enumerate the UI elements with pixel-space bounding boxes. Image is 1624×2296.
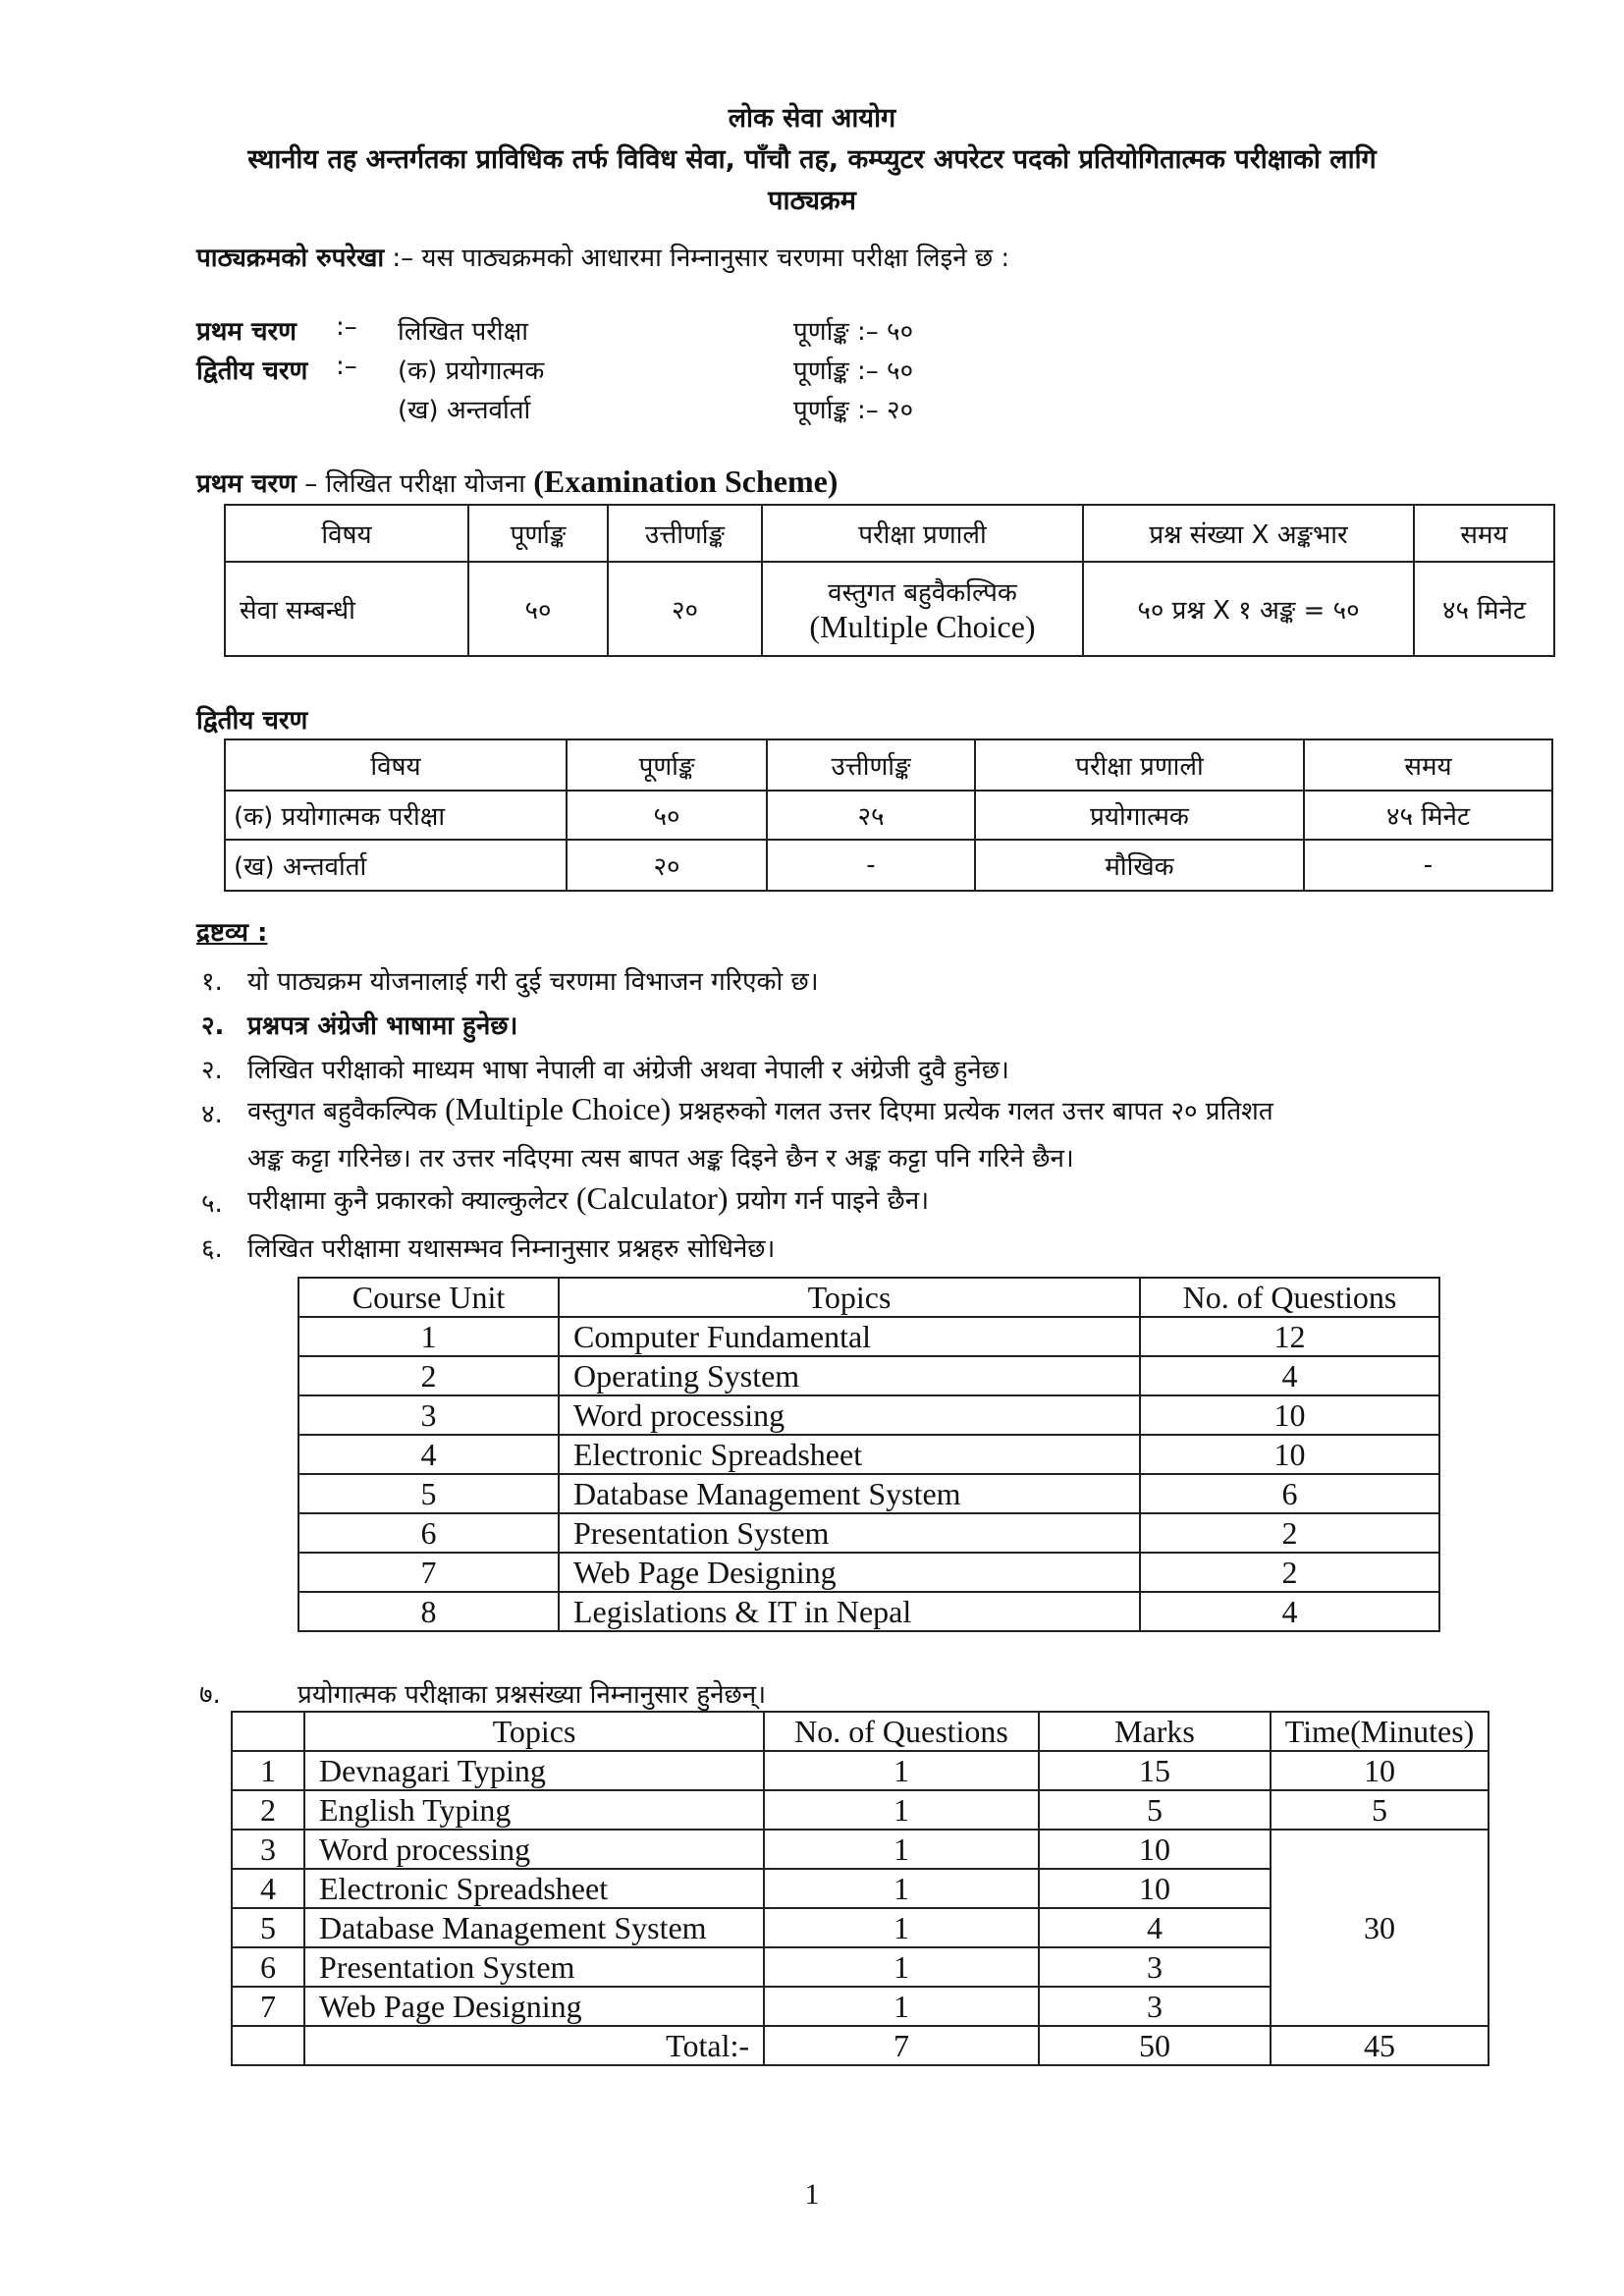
stage2-header-cell: पूर्णाङ्क [567,739,767,791]
topic-cell: Computer Fundamental [559,1317,1140,1356]
stage2-cell: २० [567,840,767,891]
table-row [298,1474,1439,1513]
outline-marks-3: पूर्णाङ्क :– २० [793,396,914,425]
topic-cell: Word processing [559,1395,1140,1435]
topic-cell: Database Management System [304,1908,764,1947]
marks-cell: 5 [1039,1790,1271,1830]
marks-cell: 3 [1039,1987,1271,2026]
topic-cell: Electronic Spreadsheet [304,1869,764,1908]
stage2-row [225,840,1552,891]
outline-item-3: (ख) अन्तर्वार्ता [398,396,531,425]
table-row [298,1317,1439,1356]
stage2-table [224,738,1553,892]
stage2-header-cell: उत्तीर्णाङ्क [767,739,975,791]
note-text-part: प्रश्नहरुको गलत उत्तर दिएमा प्रत्येक गलत उत्तर बापत २० प्रतिशत [671,1097,1273,1126]
topic-cell: Devnagari Typing [304,1751,764,1790]
sn-cell: 5 [232,1908,304,1947]
sn-cell: 3 [232,1830,304,1869]
practical-text: प्रयोगात्मक परीक्षाका प्रश्नसंख्या निम्नानुसार हुनेछन्। [298,1680,767,1710]
stage2-heading: द्वितीय चरण [196,706,308,736]
note-text [247,1180,929,1217]
outline-item-2: (क) प्रयोगात्मक [398,356,545,386]
sn-cell: 6 [232,1947,304,1987]
sn-cell: 4 [232,1869,304,1908]
questions-cell: 1 [764,1947,1039,1987]
questions-cell: 10 [1140,1435,1439,1474]
questions-cell: 1 [764,1790,1039,1830]
questions-cell: 1 [764,1869,1039,1908]
topic-cell: Operating System [559,1356,1140,1395]
outline-sep-1: :– [336,312,357,342]
total-row [232,2026,1489,2065]
practical-header-cell: No. of Questions [764,1712,1039,1751]
practical-header-row [232,1712,1489,1751]
total-label-cell: Total:- [304,2026,764,2065]
outline-line [196,239,1009,274]
stage2-cell: - [767,840,975,891]
outline-sep-2: :– [336,352,357,381]
stage1-heading-en: (Examination Scheme) [533,464,839,499]
stage2-header-cell: समय [1304,739,1552,791]
written-header-cell: No. of Questions [1140,1278,1439,1317]
unit-cell: 4 [298,1435,559,1474]
stage1-pass-marks: २० [608,562,762,656]
stage1-header-cell: पूर्णाङ्क [468,505,608,562]
questions-cell: 1 [764,1987,1039,2026]
topic-cell: Web Page Designing [559,1553,1140,1592]
note-text: लिखित परीक्षामा यथासम्भव निम्नानुसार प्रश्नहरु सोधिनेछ। [247,1234,776,1264]
stage2-cell: मौखिक [975,840,1304,891]
practical-header-cell: Marks [1039,1712,1271,1751]
note-text [247,1091,1273,1127]
practical-header-cell: Topics [304,1712,764,1751]
questions-cell: 12 [1140,1317,1439,1356]
questions-cell: 4 [1140,1592,1439,1631]
marks-cell: 3 [1039,1947,1271,1987]
table-row [298,1592,1439,1631]
marks-cell: 15 [1039,1751,1271,1790]
note-number: २. [201,1011,225,1041]
stage2-cell: ५० [567,791,767,840]
questions-cell: 1 [764,1751,1039,1790]
table-row [298,1435,1439,1474]
sn-cell: 2 [232,1790,304,1830]
table-row [232,1751,1489,1790]
topic-cell: Electronic Spreadsheet [559,1435,1140,1474]
note-text-en: (Multiple Choice) [445,1091,672,1126]
stage1-header-cell: समय [1414,505,1554,562]
stage1-system-np: वस्तुगत बहुवैकल्पिक [828,577,1017,608]
questions-cell: 2 [1140,1513,1439,1553]
outline-label: पाठ्यक्रमको रुपरेखा [196,244,385,273]
stage1-header-cell: परीक्षा प्रणाली [762,505,1083,562]
note-number: ५. [201,1189,223,1219]
stage2-header-cell: विषय [225,739,567,791]
practical-header-cell: Time(Minutes) [1271,1712,1489,1751]
questions-cell: 1 [764,1908,1039,1947]
questions-cell: 2 [1140,1553,1439,1592]
stage1-subject: सेवा सम्बन्धी [225,562,468,656]
stage1-system-en: (Multiple Choice) [809,608,1036,644]
questions-cell: 6 [1140,1474,1439,1513]
unit-cell: 1 [298,1317,559,1356]
table-row [298,1395,1439,1435]
table-row [232,1790,1489,1830]
questions-cell: 1 [764,1830,1039,1869]
written-header-cell: Topics [559,1278,1140,1317]
questions-cell: 4 [1140,1356,1439,1395]
note-text-continued: अङ्क कट्टा गरिनेछ। तर उत्तर नदिएमा त्यस बापत अङ्क दिइने छैन र अङ्क कट्टा पनि गरिने छैन। [247,1144,1074,1174]
marks-cell: 4 [1039,1908,1271,1947]
unit-cell: 7 [298,1553,559,1592]
stage1-heading-label: प्रथम चरण [196,469,297,499]
note-number: ४. [201,1100,223,1129]
note-number: २. [201,1056,223,1085]
table-row [298,1513,1439,1553]
stage1-questions: ५० प्रश्न X १ अङ्क = ५० [1083,562,1414,656]
stage1-header-row [225,505,1554,562]
table-row [298,1553,1439,1592]
sn-cell: 7 [232,1987,304,2026]
practical-number: ७. [199,1680,221,1710]
topic-cell: English Typing [304,1790,764,1830]
topic-cell: Database Management System [559,1474,1140,1513]
unit-cell: 3 [298,1395,559,1435]
note-text: लिखित परीक्षाको माध्यम भाषा नेपाली वा अंग्रेजी अथवा नेपाली र अंग्रेजी दुवै हुनेछ। [247,1056,1009,1085]
topic-cell: Presentation System [304,1947,764,1987]
document-title: लोक सेवा आयोग [728,103,896,134]
note-text: प्रश्नपत्र अंग्रेजी भाषामा हुनेछ। [247,1011,518,1041]
unit-cell: 5 [298,1474,559,1513]
outline-item-1: लिखित परीक्षा [398,317,528,347]
outline-marks-1: पूर्णाङ्क :– ५० [793,317,914,347]
table-row [232,1830,1489,1869]
note-text-en: (Calculator) [575,1180,729,1216]
stage2-header-row [225,739,1552,791]
stage2-cell: (क) प्रयोगात्मक परीक्षा [225,791,567,840]
stage2-cell: २५ [767,791,975,840]
topic-cell: Word processing [304,1830,764,1869]
stage1-heading [196,464,838,500]
document-subtitle: स्थानीय तह अन्तर्गतका प्राविधिक तर्फ विविध सेवा, पाँचौ तह, कम्प्युटर अपरेटर पदको प्रतियोगितात्मक परीक्षाको लागि [247,144,1377,175]
table-row [298,1356,1439,1395]
practical-table [231,1711,1489,2066]
time-cell: 10 [1271,1751,1489,1790]
stage2-row [225,791,1552,840]
marks-cell: 10 [1039,1830,1271,1869]
note-number: १. [201,967,223,997]
questions-cell: 10 [1140,1395,1439,1435]
written-header-cell: Course Unit [298,1278,559,1317]
practical-header-cell [232,1712,304,1751]
unit-cell: 8 [298,1592,559,1631]
topic-cell: Presentation System [559,1513,1140,1553]
stage1-data-row [225,562,1554,656]
topic-cell: Web Page Designing [304,1987,764,2026]
note-text: यो पाठ्यक्रम योजनालाई गरी दुई चरणमा विभाजन गरिएको छ। [247,967,819,997]
stage2-header-cell: परीक्षा प्रणाली [975,739,1304,791]
page-number: 1 [804,2178,820,2211]
topic-cell: Legislations & IT in Nepal [559,1592,1140,1631]
stage2-cell: प्रयोगात्मक [975,791,1304,840]
stage2-cell: ४५ मिनेट [1304,791,1552,840]
total-questions-cell: 7 [764,2026,1039,2065]
outline-stage-1: प्रथम चरण [196,317,297,347]
stage1-time: ४५ मिनेट [1414,562,1554,656]
outline-stage-2: द्वितीय चरण [196,356,308,386]
marks-cell: 10 [1039,1869,1271,1908]
stage1-header-cell: विषय [225,505,468,562]
total-marks-cell: 50 [1039,2026,1271,2065]
stage1-header-cell: प्रश्न संख्या X अङ्कभार [1083,505,1414,562]
note-text-part: वस्तुगत बहुवैकल्पिक [247,1097,446,1126]
total-sn-cell [232,2026,304,2065]
outline-text: :– यस पाठ्यक्रमको आधारमा निम्नानुसार चरणमा परीक्षा लिइने छ : [392,244,1010,273]
unit-cell: 6 [298,1513,559,1553]
written-topics-table [298,1277,1440,1632]
time-cell: 5 [1271,1790,1489,1830]
stage1-full-marks: ५० [468,562,608,656]
note-text-part: परीक्षामा कुनै प्रकारको क्याल्कुलेटर [247,1186,576,1216]
note-number: ६. [201,1234,223,1264]
stage1-table [224,504,1555,657]
sn-cell: 1 [232,1751,304,1790]
unit-cell: 2 [298,1356,559,1395]
note-text-part: प्रयोग गर्न पाइने छैन। [728,1186,930,1216]
notes-heading: द्रष्टव्य : [196,918,268,948]
stage2-cell: (ख) अन्तर्वार्ता [225,840,567,891]
stage2-cell: - [1304,840,1552,891]
written-header-row [298,1278,1439,1317]
stage1-heading-rest: – लिखित परीक्षा योजना [296,469,534,499]
time-cell-merged: 30 [1271,1830,1489,2026]
document-subtitle-2: पाठ्यक्रम [768,186,856,216]
stage1-header-cell: उत्तीर्णाङ्क [608,505,762,562]
outline-marks-2: पूर्णाङ्क :– ५० [793,356,914,386]
total-time-cell: 45 [1271,2026,1489,2065]
stage1-system [762,562,1083,656]
